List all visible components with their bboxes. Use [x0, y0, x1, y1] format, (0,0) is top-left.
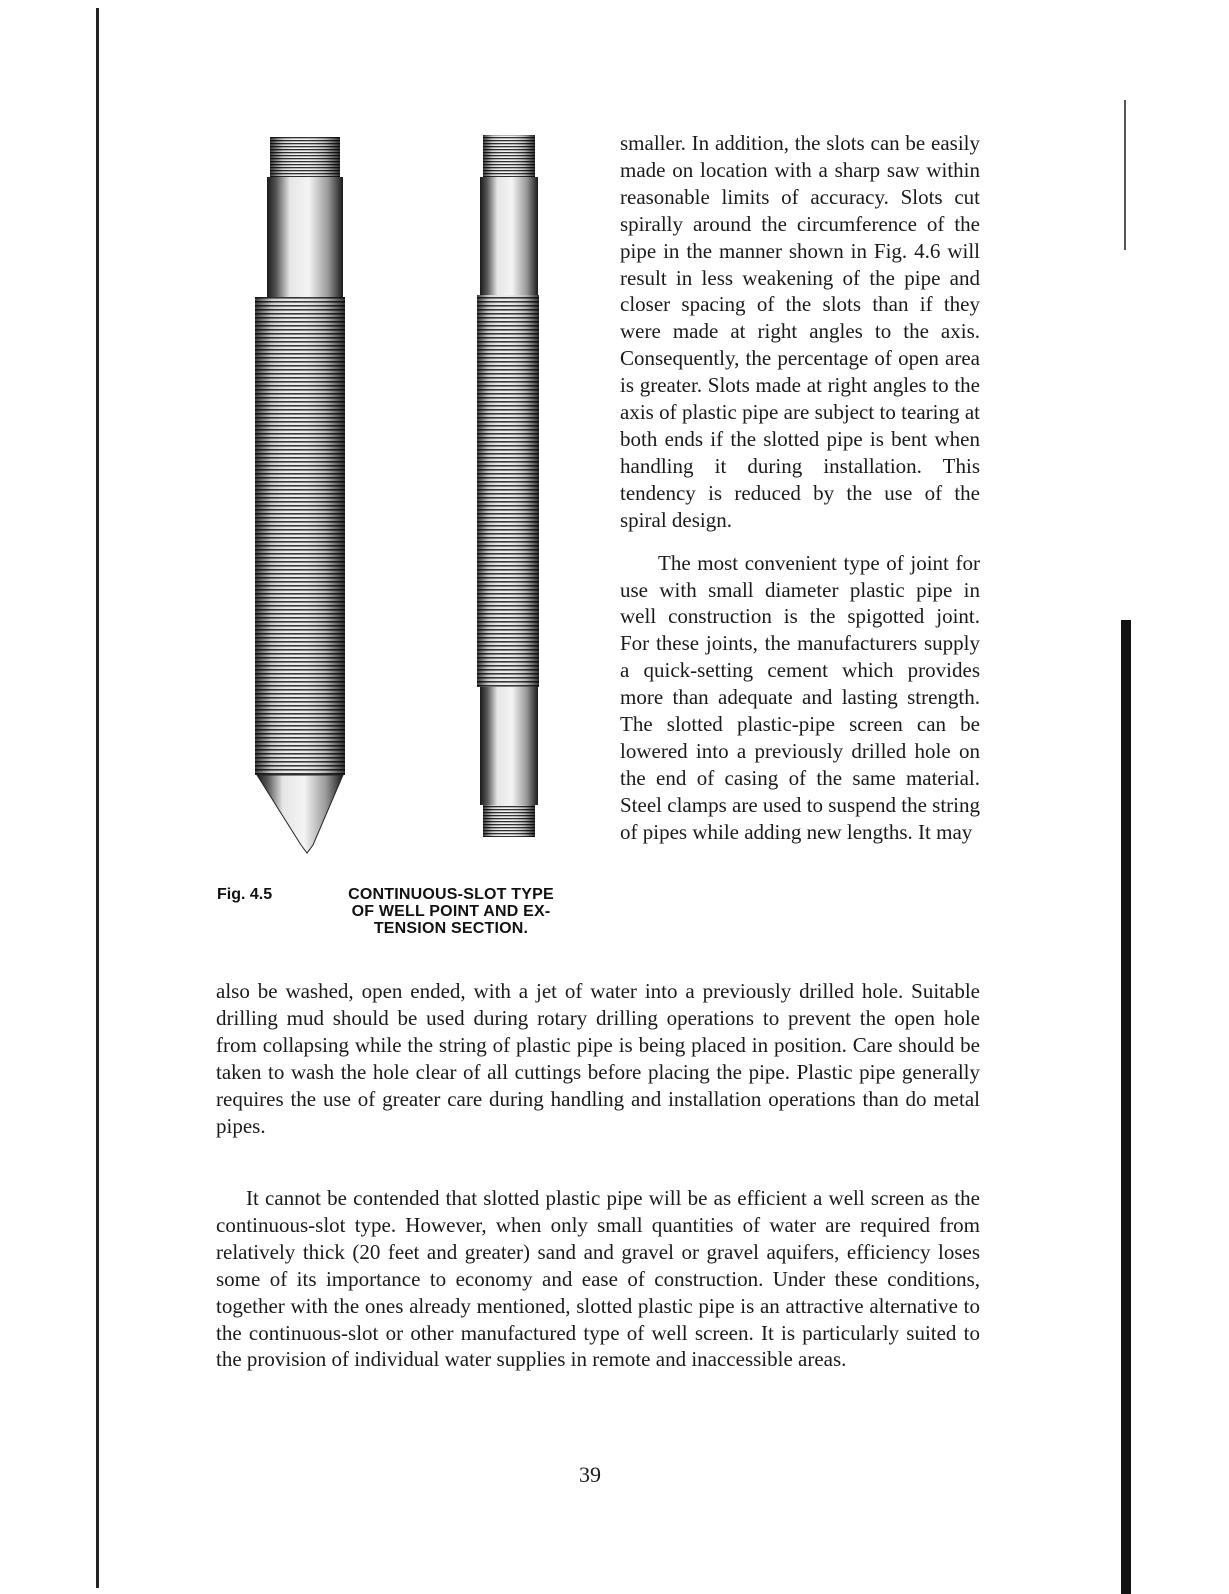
figure-title-line: OF WELL POINT AND EX- — [351, 903, 551, 920]
paragraph: It cannot be contended that slotted plastic pipe will be as efficient a well screen as the continuous-slot type. However, when only small quantities of water are required from relatively thick (20 feet and greater) sand and gravel or gravel aquifers, efficiency loses some of its importance to economy and ease of construction. Under these conditions, together with the ones already mentioned, slotted plastic pipe is an attractive alternative to the continuous-slot or other manufactured type of well screen. It is particularly suited to the provision of individual water supplies in remote and inaccessible areas. — [216, 1186, 980, 1372]
figure-title — [306, 886, 596, 937]
paragraph: smaller. In addition, the slots can be easily made on location with a sharp saw within reasonable limits of accuracy. Slots cut spirally around the circumference of the pipe in the manner shown in Fig. 4.6 will result in less weakening of the pipe and closer spacing of the slots than if they were made at right angles to the axis. Consequently, the percentage of open area is greater. Slots made at right angles to the axis of plastic pipe are subject to tearing at both ends if the slotted pipe is bent when handling it during installation. This tendency is reduced by the use of the spiral design. — [620, 131, 980, 532]
figure-well-point-illustration — [215, 125, 600, 875]
scan-edge-left — [96, 8, 99, 1588]
right-column-text — [620, 130, 980, 846]
paragraph: The most convenient type of joint for use with small diameter plastic pipe in well construction is the spigotted joint. For these joints, the manufacturers supply a quick-setting cement which provides more than adequate and lasting strength. The slotted plastic-pipe screen can be lowered into a previously drilled hole on the end of casing of the same material. Steel clamps are used to suspend the string of pipes while adding new lengths. It may — [620, 550, 980, 844]
well-point-drawing — [255, 137, 345, 853]
figure-drawing — [215, 125, 600, 875]
figure-title-line: CONTINUOUS-SLOT TYPE — [348, 886, 554, 903]
extension-section-drawing — [477, 135, 539, 837]
scan-edge-right — [1121, 620, 1131, 1594]
full-width-paragraph — [216, 1185, 980, 1373]
figure-title-line: TENSION SECTION. — [373, 920, 529, 937]
page-number: 39 — [579, 1462, 601, 1487]
figure-label: Fig. 4.5 — [217, 886, 273, 903]
paragraph: also be washed, open ended, with a jet of water into a previously drilled hole. Suitable drilling mud should be used during rotary drilling operations to prevent the open hole from collapsing while the string of plastic pipe is being placed in position. Care should be taken to wash the hole clear of all cuttings before placing the pipe. Plastic pipe generally requires the use of greater care during handling and installation operations than do metal pipes. — [216, 979, 980, 1138]
scan-edge-right-top — [1124, 100, 1126, 250]
full-width-paragraph — [216, 978, 980, 1139]
